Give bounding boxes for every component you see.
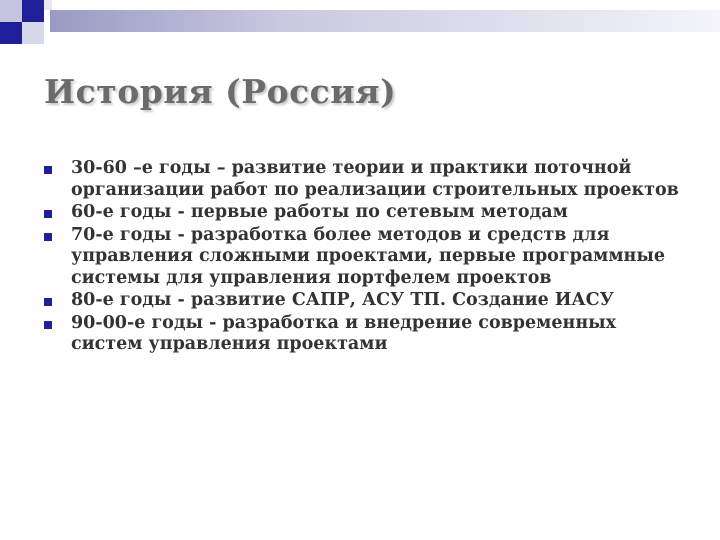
square-bullet-icon	[44, 321, 52, 329]
bullet-text: 90-00-е годы - разработка и внедрение современных систем управления проектами	[71, 312, 617, 354]
bullet-text: 30-60 –е годы – развитие теории и практики поточной организации работ по реализации строительных проектов	[71, 158, 679, 200]
square-bullet-icon	[44, 166, 52, 174]
square-bullet-icon	[44, 298, 52, 306]
bullet-text: 80-е годы - развитие САПР, АСУ ТП. Создание ИАСУ	[71, 290, 614, 310]
header-square-light	[22, 22, 44, 44]
bullet-item	[44, 290, 684, 312]
header-square-dark	[0, 22, 22, 44]
square-bullet-icon	[44, 233, 52, 241]
header-decoration	[0, 0, 720, 48]
header-gradient-bar	[50, 10, 720, 32]
header-square-light	[44, 0, 52, 10]
bullet-item	[44, 158, 684, 201]
bullet-text: 60-е годы - первые работы по сетевым методам	[71, 202, 568, 222]
bullet-text: 70-е годы - разработка более методов и средств для управления сложными проектами, первые программные системы для управления портфелем проектов	[71, 224, 666, 288]
bullet-item	[44, 202, 684, 224]
square-bullet-icon	[44, 210, 52, 218]
bullet-item	[44, 225, 684, 290]
bullet-list	[44, 158, 684, 357]
header-square-light	[0, 0, 22, 22]
slide-title: История (Россия)	[44, 72, 397, 111]
header-square-dark	[22, 0, 44, 22]
bullet-item	[44, 313, 684, 356]
